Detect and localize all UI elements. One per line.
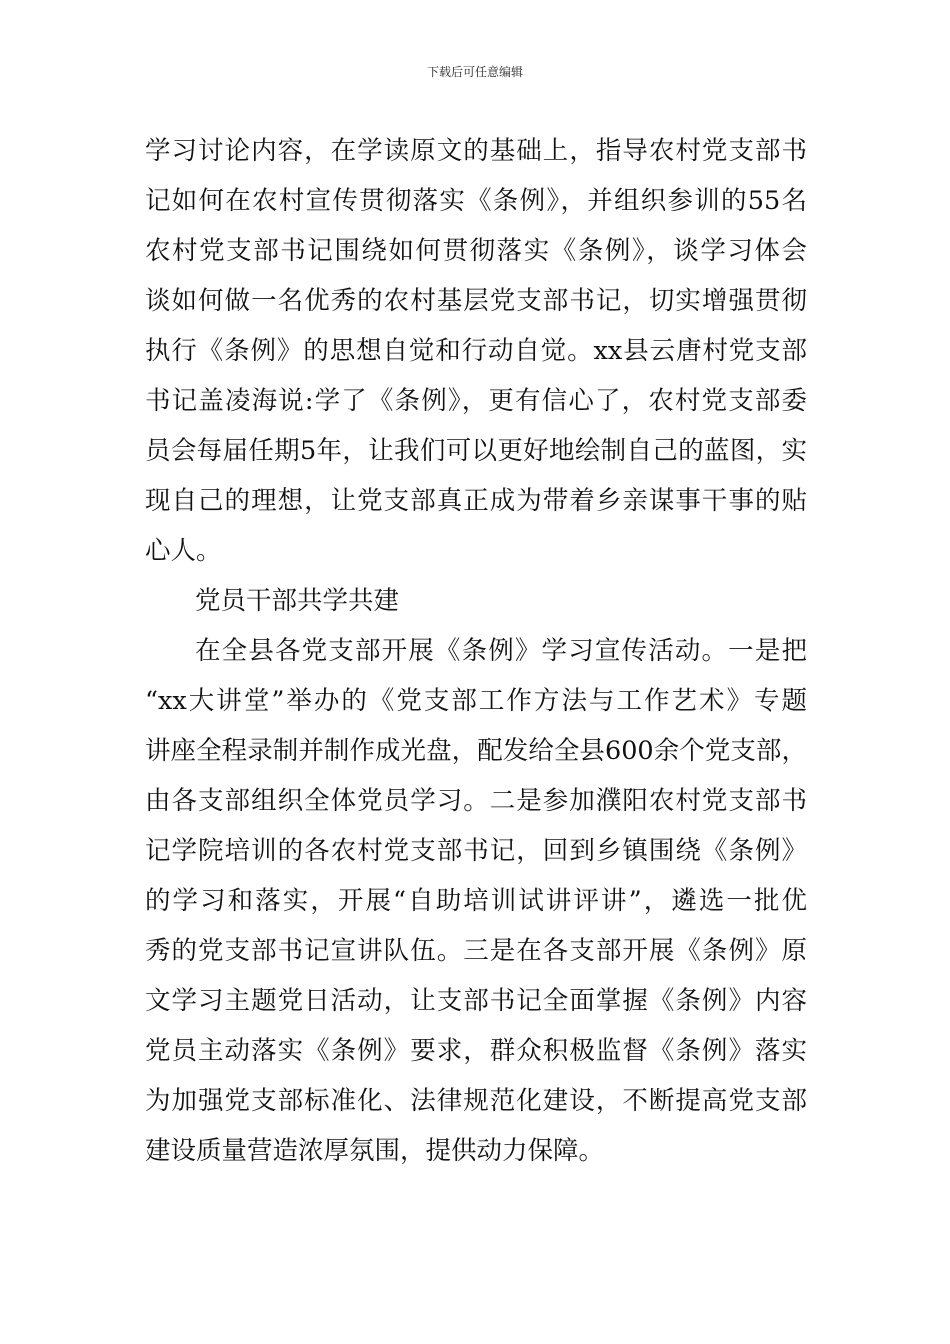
paragraph-line: 建设质量营造浓厚氛围，提供动力保障。: [145, 1136, 605, 1166]
paragraph-line: 心人。: [145, 536, 222, 566]
paragraph-line: “xx大讲堂”举办的《党支部工作方法与工作艺术》专题: [145, 686, 807, 716]
section-heading-text: 党员干部共学共建: [195, 586, 400, 616]
paragraph-line: 执行《条例》的思想自觉和行动自觉。xx县云唐村党支部: [145, 336, 807, 366]
paragraph-line: 农村党支部书记围绕如何贯彻落实《条例》，谈学习体会: [145, 236, 807, 266]
paragraph-line: 现自己的理想，让党支部真正成为带着乡亲谋事干事的贴: [145, 486, 807, 516]
paragraph-line: 员会每届任期5年，让我们可以更好地绘制自己的蓝图，实: [145, 436, 807, 466]
paragraph-line: 学习讨论内容，在学读原文的基础上，指导农村党支部书: [145, 136, 807, 166]
paragraph-line: 记如何在农村宣传贯彻落实《条例》，并组织参训的55名: [145, 186, 807, 216]
paragraph-line: 由各支部组织全体党员学习。二是参加濮阳农村党支部书: [145, 786, 807, 816]
paragraph-line: 秀的党支部书记宣讲队伍。三是在各支部开展《条例》原: [145, 936, 807, 966]
paragraph-line: 讲座全程录制并制作成光盘，配发给全县600余个党支部，: [145, 736, 807, 766]
paragraph-line: 书记盖凌海说:学了《条例》，更有信心了，农村党支部委: [145, 386, 807, 416]
paragraph-line: 党员主动落实《条例》要求，群众积极监督《条例》落实: [145, 1036, 807, 1066]
paragraph-line: 谈如何做一名优秀的农村基层党支部书记，切实增强贯彻: [145, 286, 807, 316]
paragraph-line: 的学习和落实，开展“自助培训试讲评讲”，遴选一批优: [145, 886, 807, 916]
paragraph-line: 记学院培训的各农村党支部书记，回到乡镇围绕《条例》: [145, 836, 807, 866]
paragraph-line: 为加强党支部标准化、法律规范化建设，不断提高党支部: [145, 1086, 807, 1116]
paragraph-1: [145, 126, 807, 576]
page-header: 下载后可任意编辑: [426, 65, 523, 79]
paragraph-2: [145, 626, 807, 1176]
paragraph-line: 文学习主题党日活动，让支部书记全面掌握《条例》内容: [145, 986, 807, 1016]
paragraph-line: 在全县各党支部开展《条例》学习宣传活动。一是把: [195, 636, 807, 666]
section-heading: [145, 576, 807, 626]
document-body: [145, 126, 807, 1176]
